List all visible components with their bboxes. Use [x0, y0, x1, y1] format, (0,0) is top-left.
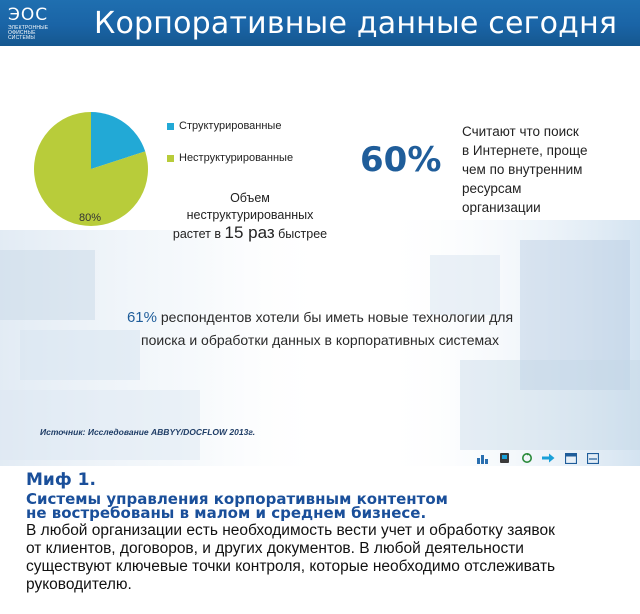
stat-percent: 60% [360, 140, 442, 180]
growth-note [165, 190, 335, 243]
note-suffix: быстрее [278, 227, 328, 241]
arrow-right-icon[interactable] [542, 452, 555, 464]
survey-line: поиска и обработки данных в корпоративных системах [141, 332, 499, 348]
body-line: существуют ключевые точки контроля, которые необходимо отслеживать [26, 558, 556, 575]
legend-swatch [167, 155, 174, 162]
headline-line: не востребованы в малом и среднем бизнесе. [26, 504, 427, 522]
eos-logo [8, 5, 68, 43]
logo-subtitle [8, 26, 48, 42]
legend-item-unstructured [167, 152, 293, 164]
headline-line: Системы управления корпоративным контентом [26, 490, 448, 508]
legend-label: Структурированные [179, 120, 282, 132]
slide-title: Корпоративные данные сегодня [94, 6, 618, 41]
note-highlight: 15 раз [224, 223, 275, 242]
window-icon[interactable] [564, 452, 577, 464]
survey-line-rest: респондентов хотели бы иметь новые технологии для [160, 309, 514, 325]
note-line: неструктурированных [186, 208, 314, 222]
myth-title: Миф 1. [26, 470, 96, 490]
stat-line: ресурсам [462, 181, 522, 196]
stat-text [462, 122, 632, 217]
body-line: В любой организации есть необходимость вести учет и обработку заявок [26, 522, 555, 539]
slide-toolbar [476, 452, 599, 464]
refresh-icon[interactable] [520, 452, 533, 464]
stat-line: организации [462, 200, 541, 215]
logo-text: ЭОС [8, 5, 49, 25]
slide-header [0, 0, 640, 46]
survey-text [40, 306, 600, 351]
document-icon[interactable] [498, 452, 511, 464]
legend-item-structured [167, 120, 281, 132]
myth-headline [26, 492, 626, 520]
stat-line: Считают что поиск [462, 124, 579, 139]
body-line: руководителю. [26, 576, 132, 593]
pie-data-label: 80% [79, 212, 102, 224]
chart-icon[interactable] [476, 452, 489, 464]
note-line: Объем [230, 191, 270, 205]
note-line [165, 224, 335, 243]
survey-line [40, 306, 600, 329]
body-line: от клиентов, договоров, и других документов. В любой деятельности [26, 540, 524, 557]
myth-body [26, 522, 636, 594]
legend-swatch [167, 123, 174, 130]
note-prefix: растет в [172, 227, 221, 241]
survey-percent: 61% [126, 309, 157, 326]
stat-line: в Интернете, проще [462, 143, 588, 158]
source-citation: Источник: Исследование ABBYY/DOCFLOW 2013г. [40, 427, 256, 437]
stat-line: чем по внутренним [462, 162, 583, 177]
logo-line: ОФИСНЫЕ [8, 30, 36, 37]
window-alt-icon[interactable] [586, 452, 599, 464]
logo-line: СИСТЕМЫ [8, 35, 36, 42]
pie-chart [32, 110, 152, 230]
article-text [0, 466, 640, 614]
logo-line: ЭЛЕКТРОННЫЕ [8, 25, 49, 31]
legend-label: Неструктурированные [179, 152, 294, 164]
